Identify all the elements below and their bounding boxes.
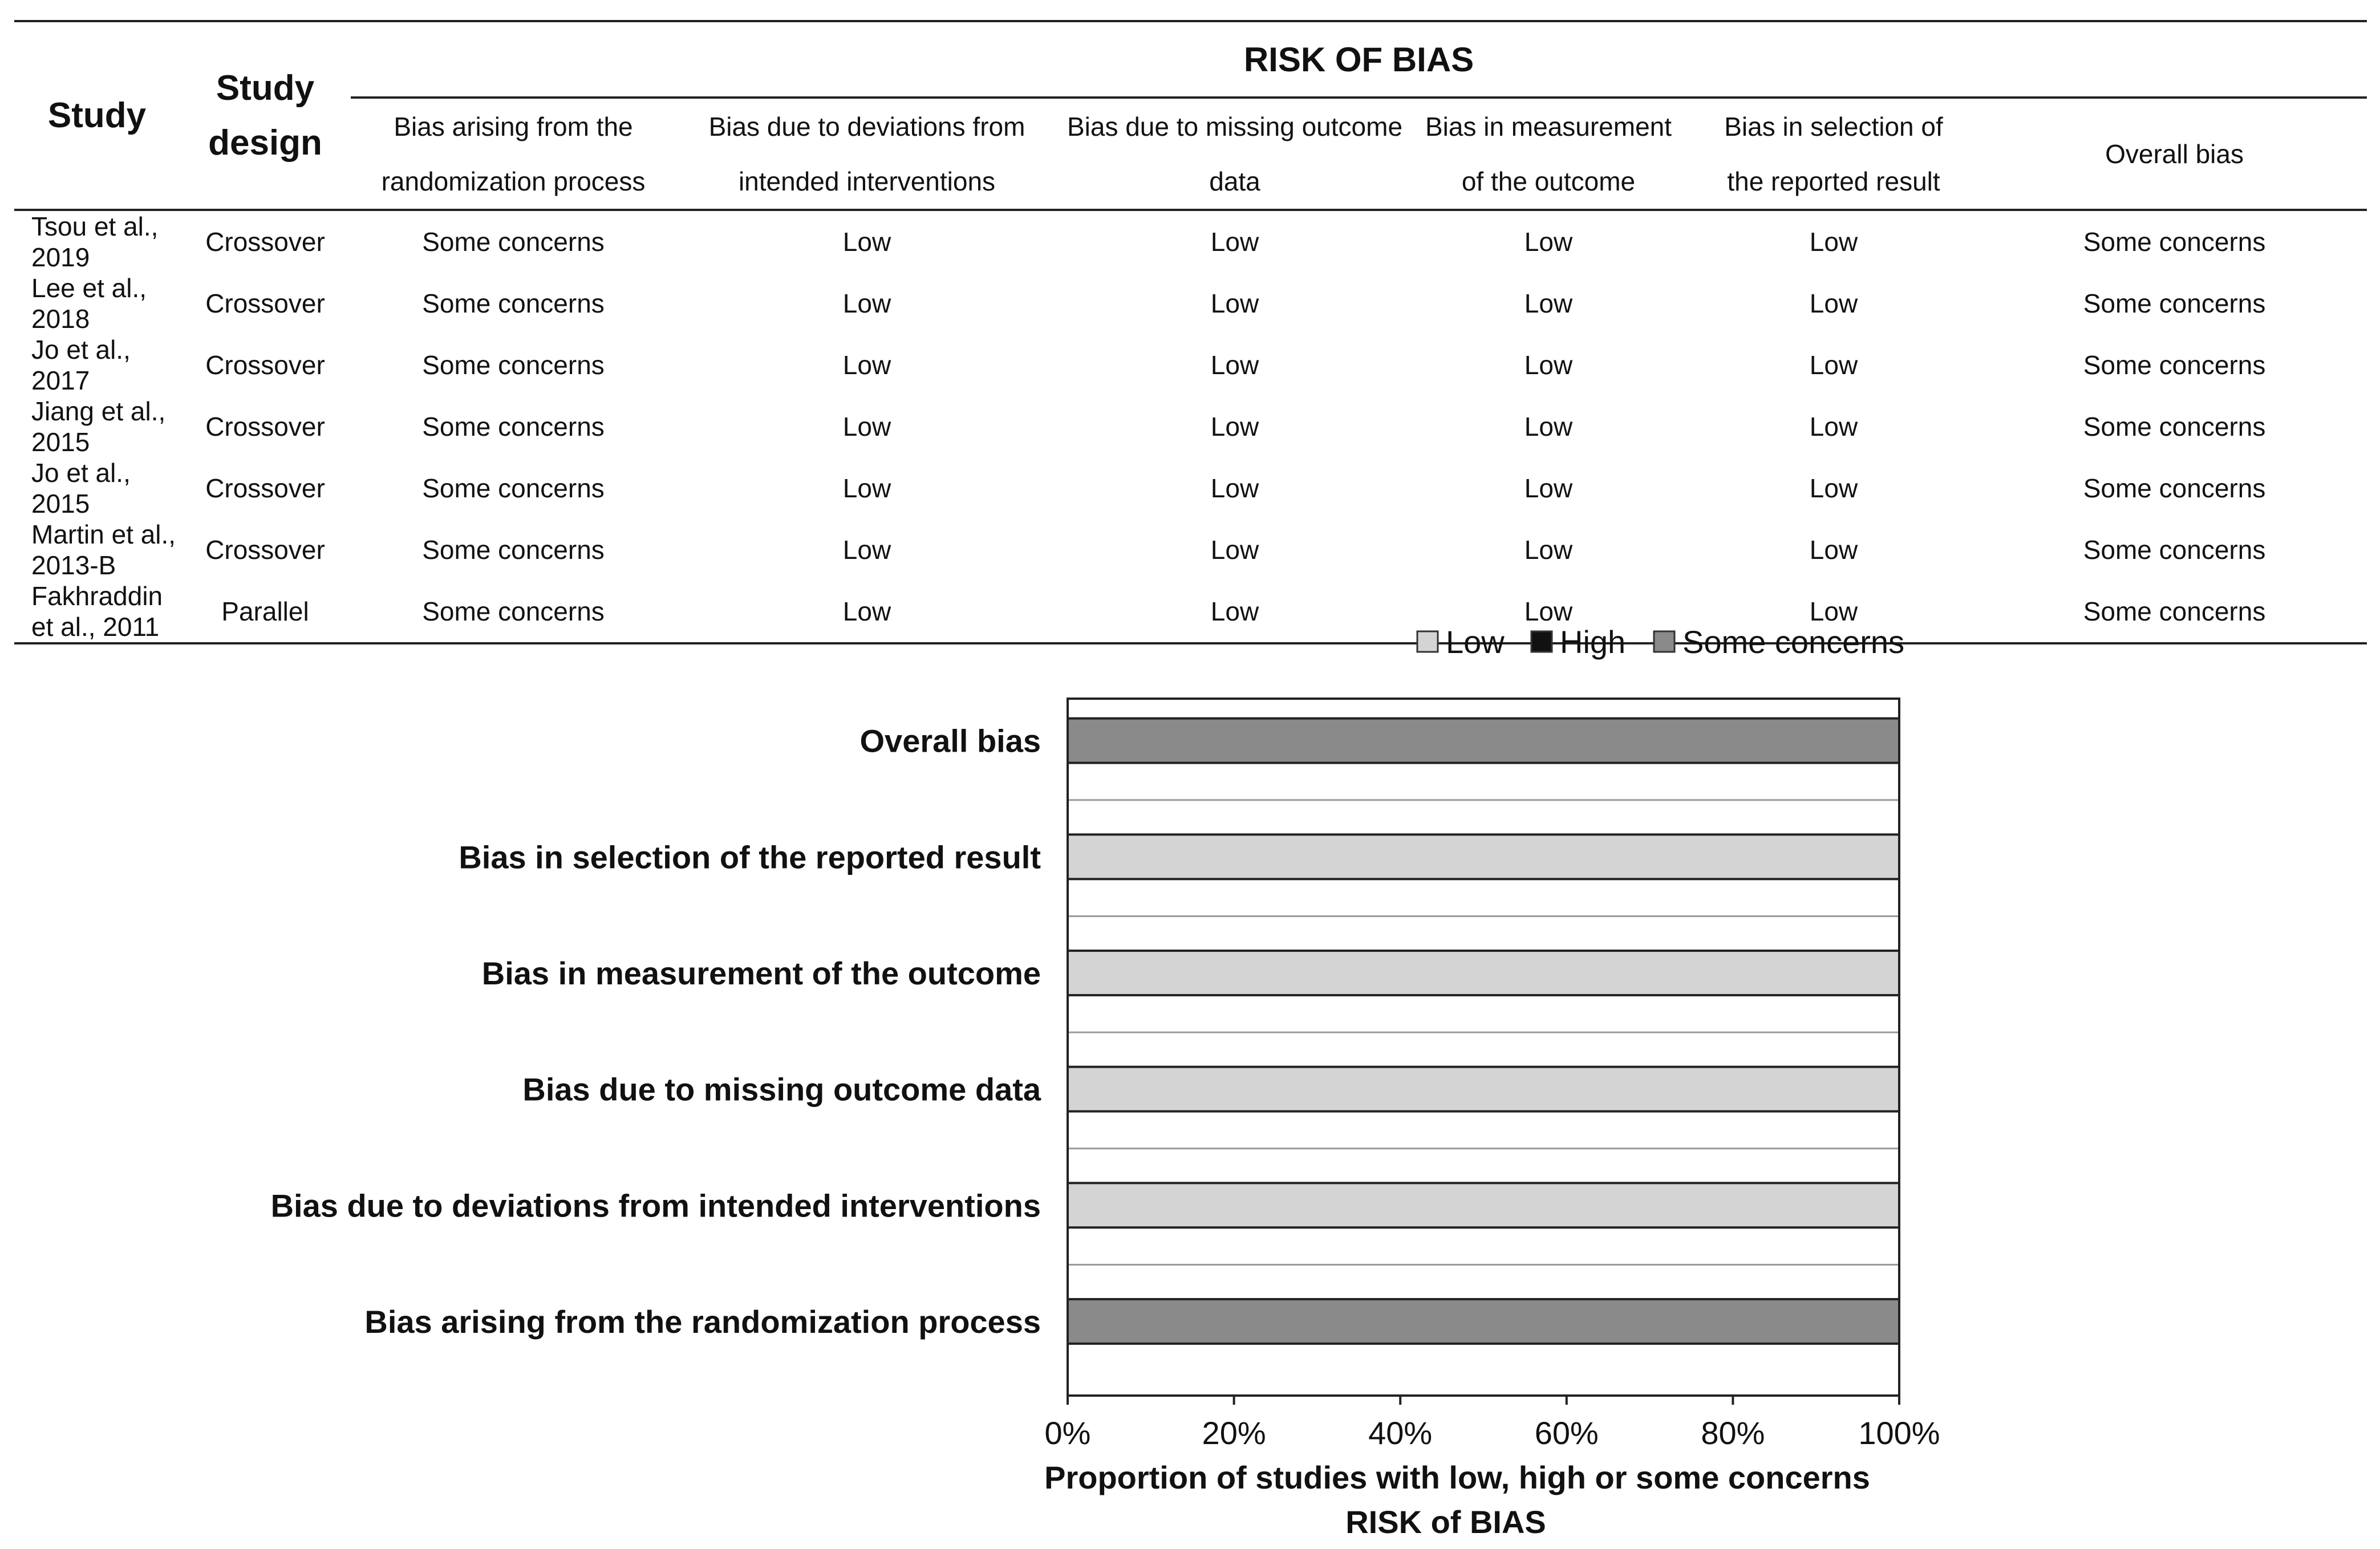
risk-cell: Low bbox=[1210, 473, 1259, 503]
header-domain-1: Bias due to deviations from intended interventions bbox=[676, 98, 1058, 210]
study-name: Tsou et al., 2019 bbox=[31, 212, 159, 272]
legend-swatch-1 bbox=[1531, 631, 1552, 652]
table-row bbox=[14, 334, 2367, 396]
study-name: Jo et al., 2017 bbox=[31, 335, 131, 395]
header-study-design: Study design bbox=[180, 21, 351, 210]
legend-swatch-2 bbox=[1654, 631, 1674, 652]
header-risk-of-bias: RISK OF BIAS bbox=[351, 21, 2367, 98]
x-tick-label: 60% bbox=[1534, 1415, 1599, 1451]
risk-cell: Low bbox=[1058, 581, 1412, 643]
risk-cell: Low bbox=[842, 412, 891, 441]
risk-cell: Low bbox=[1524, 350, 1573, 380]
legend-label-0: Low bbox=[1446, 624, 1505, 660]
study-design-cell: Crossover bbox=[205, 412, 325, 441]
plot-border bbox=[1068, 699, 1899, 1396]
bar-segment bbox=[1068, 951, 1899, 995]
risk-cell: Low bbox=[1524, 535, 1573, 565]
risk-cell: Low bbox=[1210, 535, 1259, 565]
risk-cell: Low bbox=[842, 227, 891, 257]
table-body bbox=[14, 210, 2367, 643]
risk-cell: Low bbox=[842, 350, 891, 380]
risk-cell: Low bbox=[1809, 473, 1858, 503]
legend-label-2: Some concerns bbox=[1682, 624, 1905, 660]
chart-legend bbox=[1417, 624, 1904, 660]
bar-segment bbox=[1068, 1067, 1899, 1112]
legend-label-1: High bbox=[1560, 624, 1626, 660]
x-tick-label: 20% bbox=[1202, 1415, 1266, 1451]
study-design-cell: Parallel bbox=[180, 581, 351, 643]
risk-cell: Some concerns bbox=[422, 412, 605, 441]
risk-cell: Some concerns bbox=[422, 473, 605, 503]
risk-cell: Some concerns bbox=[2083, 227, 2266, 257]
risk-cell: Some concerns bbox=[422, 227, 605, 257]
category-label: Bias due to missing outcome data bbox=[522, 1071, 1041, 1108]
table-row bbox=[14, 396, 2367, 457]
risk-cell: Low bbox=[1524, 412, 1573, 441]
bar-segment bbox=[1068, 1183, 1899, 1227]
plot-frame bbox=[1068, 699, 1899, 1396]
risk-cell: Low bbox=[676, 581, 1058, 643]
x-tick-label: 40% bbox=[1368, 1415, 1433, 1451]
category-label: Overall bias bbox=[859, 723, 1041, 759]
bar-segment bbox=[1068, 719, 1899, 763]
risk-cell: Low bbox=[1809, 227, 1858, 257]
header-domain-2: Bias due to missing outcome data bbox=[1058, 98, 1412, 210]
study-name: Fakhraddin et al., 2011 bbox=[14, 581, 180, 643]
x-tick-label: 80% bbox=[1701, 1415, 1765, 1451]
risk-cell: Low bbox=[842, 535, 891, 565]
study-name: Jo et al., 2015 bbox=[31, 458, 131, 518]
category-labels bbox=[271, 723, 1041, 1340]
risk-cell: Low bbox=[1524, 227, 1573, 257]
risk-cell: Some concerns bbox=[422, 289, 605, 318]
table-row bbox=[14, 210, 2367, 273]
category-label: Bias in selection of the reported result bbox=[459, 839, 1041, 875]
risk-of-bias-table bbox=[14, 20, 2367, 644]
bar-segment bbox=[1068, 834, 1899, 879]
risk-cell: Low bbox=[1685, 581, 1982, 643]
risk-cell: Low bbox=[1210, 289, 1259, 318]
study-name: Martin et al., 2013-B bbox=[31, 520, 176, 580]
header-domain-4: Bias in selection of the reported result bbox=[1685, 98, 1982, 210]
risk-cell: Low bbox=[1809, 350, 1858, 380]
table-row bbox=[14, 519, 2367, 581]
risk-cell: Low bbox=[1210, 227, 1259, 257]
risk-cell: Low bbox=[1210, 412, 1259, 441]
header-domain-3: Bias in measurement of the outcome bbox=[1412, 98, 1685, 210]
table-row bbox=[14, 457, 2367, 519]
x-axis-ticks bbox=[1045, 1396, 1940, 1451]
study-name: Jiang et al., 2015 bbox=[31, 396, 166, 457]
x-tick-label: 100% bbox=[1858, 1415, 1940, 1451]
bar-segment bbox=[1068, 1299, 1899, 1344]
x-axis-label-line2: RISK of BIAS bbox=[1345, 1504, 1546, 1540]
study-design-cell: Crossover bbox=[205, 535, 325, 565]
risk-cell: Some concerns bbox=[2083, 289, 2266, 318]
study-design-cell: Crossover bbox=[205, 227, 325, 257]
header-study: Study bbox=[14, 21, 180, 210]
header-domain-5: Overall bias bbox=[1982, 98, 2367, 210]
risk-cell: Some concerns bbox=[2083, 412, 2266, 441]
x-tick-label: 0% bbox=[1044, 1415, 1091, 1451]
risk-cell: Low bbox=[842, 289, 891, 318]
category-label: Bias in measurement of the outcome bbox=[481, 955, 1041, 991]
header-domain-0: Bias arising from the randomization process bbox=[351, 98, 676, 210]
risk-cell: Some concerns bbox=[351, 581, 676, 643]
risk-cell: Some concerns bbox=[2083, 535, 2266, 565]
risk-cell: Low bbox=[842, 473, 891, 503]
category-label: Bias due to deviations from intended interventions bbox=[270, 1187, 1041, 1224]
risk-cell: Some concerns bbox=[422, 350, 605, 380]
risk-cell: Low bbox=[1412, 581, 1685, 643]
category-label: Bias arising from the randomization process bbox=[364, 1303, 1041, 1340]
study-name: Lee et al., 2018 bbox=[31, 273, 147, 334]
risk-cell: Low bbox=[1809, 535, 1858, 565]
risk-cell: Low bbox=[1809, 289, 1858, 318]
study-design-cell: Crossover bbox=[205, 289, 325, 318]
risk-cell: Low bbox=[1524, 473, 1573, 503]
risk-cell: Some concerns bbox=[422, 535, 605, 565]
risk-cell: Low bbox=[1524, 289, 1573, 318]
study-design-cell: Crossover bbox=[205, 473, 325, 503]
study-design-cell: Crossover bbox=[205, 350, 325, 380]
risk-cell: Some concerns bbox=[2083, 473, 2266, 503]
risk-cell: Low bbox=[1210, 350, 1259, 380]
risk-of-bias-chart bbox=[0, 599, 2380, 1549]
risk-cell: Low bbox=[1809, 412, 1858, 441]
risk-cell: Some concerns bbox=[1982, 581, 2367, 643]
table-row bbox=[14, 273, 2367, 334]
x-axis-label-line1: Proportion of studies with low, high or some concerns bbox=[1044, 1459, 1870, 1495]
header-domain-row bbox=[14, 98, 2367, 210]
bars bbox=[1068, 719, 1899, 1344]
risk-cell: Some concerns bbox=[2083, 350, 2266, 380]
legend-swatch-0 bbox=[1417, 631, 1438, 652]
